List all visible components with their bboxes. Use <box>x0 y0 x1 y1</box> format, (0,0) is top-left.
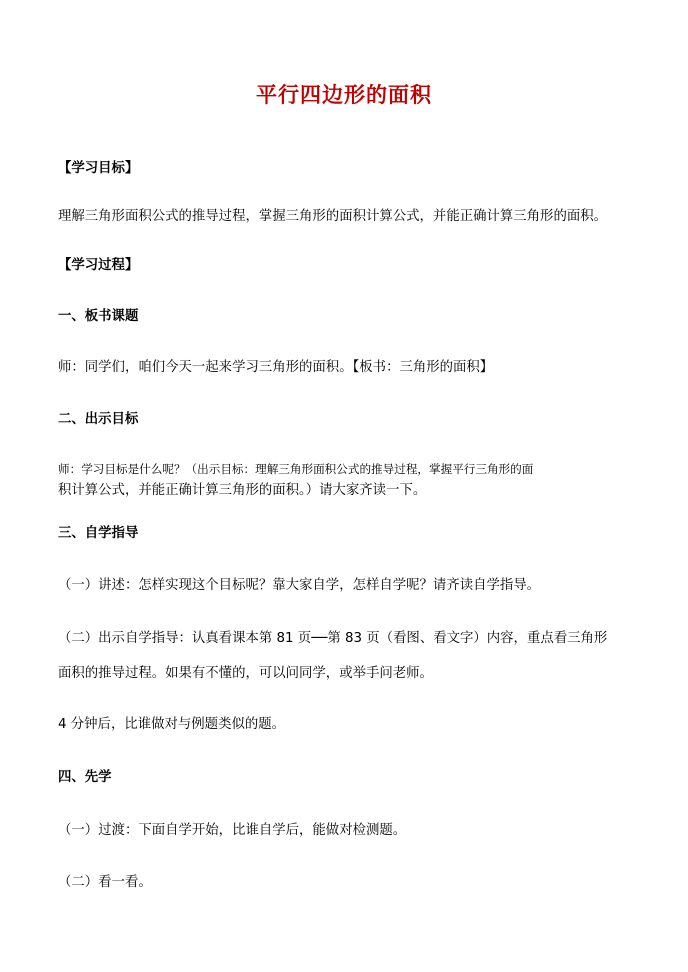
section-heading-2: 二、出示目标 <box>58 412 139 427</box>
paragraph-goal-question-line2: 积计算公式，并能正确计算三角形的面积。）请大家齐读一下。 <box>58 483 427 498</box>
paragraph-goal-text: 理解三角形面积公式的推导过程，掌握三角形的面积计算公式，并能正确计算三角形的面积。 <box>58 209 608 224</box>
paragraph-guide-line2: 面积的推导过程。如果有不懂的，可以问同学，或举手问老师。 <box>58 666 433 681</box>
paragraph-goal-question-line1: 师：学习目标是什么呢？（出示目标：理解三角形面积公式的推导过程，掌握平行三角形的面 <box>58 462 534 476</box>
heading-learning-process: 【学习过程】 <box>58 258 139 273</box>
paragraph-look: （二）看一看。 <box>58 875 152 890</box>
paragraph-time-note: 4 分钟后，比谁做对与例题类似的题。 <box>58 717 286 732</box>
document-title: 平行四边形的面积 <box>256 82 432 107</box>
paragraph-guide-line1: （二）出示自学指导：认真看课本第 81 页──第 83 页（看图、看文字）内容，重点看三角形 <box>58 631 608 646</box>
section-heading-1: 一、板书课题 <box>58 309 139 324</box>
section-heading-3: 三、自学指导 <box>58 526 139 541</box>
section-heading-4: 四、先学 <box>58 770 112 785</box>
paragraph-teacher-intro: 师：同学们，咱们今天一起来学习三角形的面积。【板书：三角形的面积】 <box>58 360 494 375</box>
paragraph-narration: （一）讲述：怎样实现这个目标呢？靠大家自学，怎样自学呢？请齐读自学指导。 <box>58 578 541 593</box>
heading-learning-goals: 【学习目标】 <box>58 161 139 176</box>
paragraph-transition: （一）过渡：下面自学开始，比谁自学后，能做对检测题。 <box>58 823 407 838</box>
